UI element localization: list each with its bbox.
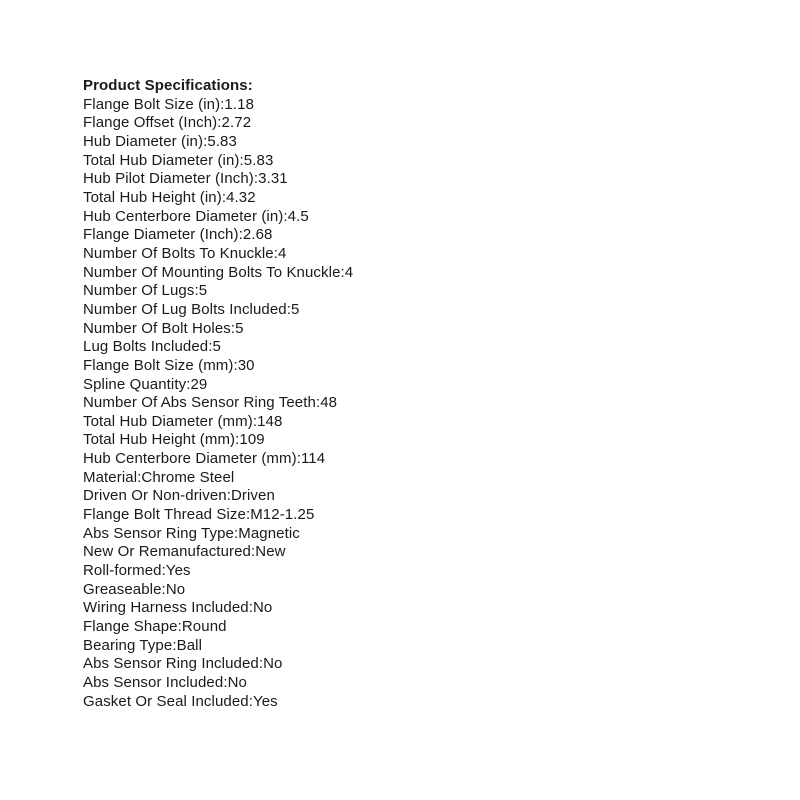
- product-specifications-block: [83, 77, 723, 711]
- spec-line: Greaseable:No: [83, 580, 186, 598]
- spec-line: Driven Or Non-driven:Driven: [83, 487, 275, 505]
- spec-line: Flange Shape:Round: [83, 618, 227, 636]
- spec-line: Total Hub Diameter (in):5.83: [83, 151, 274, 169]
- spec-line: Wiring Harness Included:No: [83, 599, 273, 617]
- spec-line: Abs Sensor Ring Type:Magnetic: [83, 524, 300, 542]
- spec-line: Number Of Bolt Holes:5: [83, 319, 244, 337]
- spec-line: Flange Diameter (Inch):2.68: [83, 226, 273, 244]
- spec-line: Number Of Bolts To Knuckle:4: [83, 244, 287, 262]
- spec-line: Flange Bolt Size (mm):30: [83, 356, 255, 374]
- spec-line: Flange Offset (Inch):2.72: [83, 114, 252, 132]
- spec-line: Bearing Type:Ball: [83, 636, 202, 654]
- spec-line: Hub Diameter (in):5.83: [83, 132, 237, 150]
- spec-line: Hub Centerbore Diameter (in):4.5: [83, 207, 309, 225]
- specs-title: Product Specifications:: [83, 77, 253, 94]
- spec-line: Flange Bolt Size (in):1.18: [83, 95, 255, 113]
- spec-list: [83, 96, 723, 712]
- spec-line: Gasket Or Seal Included:Yes: [83, 692, 278, 710]
- spec-line: Material:Chrome Steel: [83, 468, 235, 486]
- spec-line: Number Of Abs Sensor Ring Teeth:48: [83, 394, 338, 412]
- spec-line: Roll-formed:Yes: [83, 562, 191, 580]
- spec-line: Flange Bolt Thread Size:M12-1.25: [83, 506, 315, 524]
- spec-line: Spline Quantity:29: [83, 375, 208, 393]
- spec-line: Abs Sensor Ring Included:No: [83, 655, 283, 673]
- spec-line: Number Of Mounting Bolts To Knuckle:4: [83, 263, 354, 281]
- spec-line: Total Hub Height (in):4.32: [83, 188, 256, 206]
- spec-line: Hub Centerbore Diameter (mm):114: [83, 450, 326, 468]
- spec-line: Total Hub Diameter (mm):148: [83, 412, 283, 430]
- spec-line: New Or Remanufactured:New: [83, 543, 286, 561]
- spec-line: Total Hub Height (mm):109: [83, 431, 265, 449]
- spec-line: Hub Pilot Diameter (Inch):3.31: [83, 170, 288, 188]
- spec-line: Number Of Lug Bolts Included:5: [83, 300, 300, 318]
- spec-line: Lug Bolts Included:5: [83, 338, 221, 356]
- spec-line: Number Of Lugs:5: [83, 282, 208, 300]
- spec-line: Abs Sensor Included:No: [83, 674, 247, 691]
